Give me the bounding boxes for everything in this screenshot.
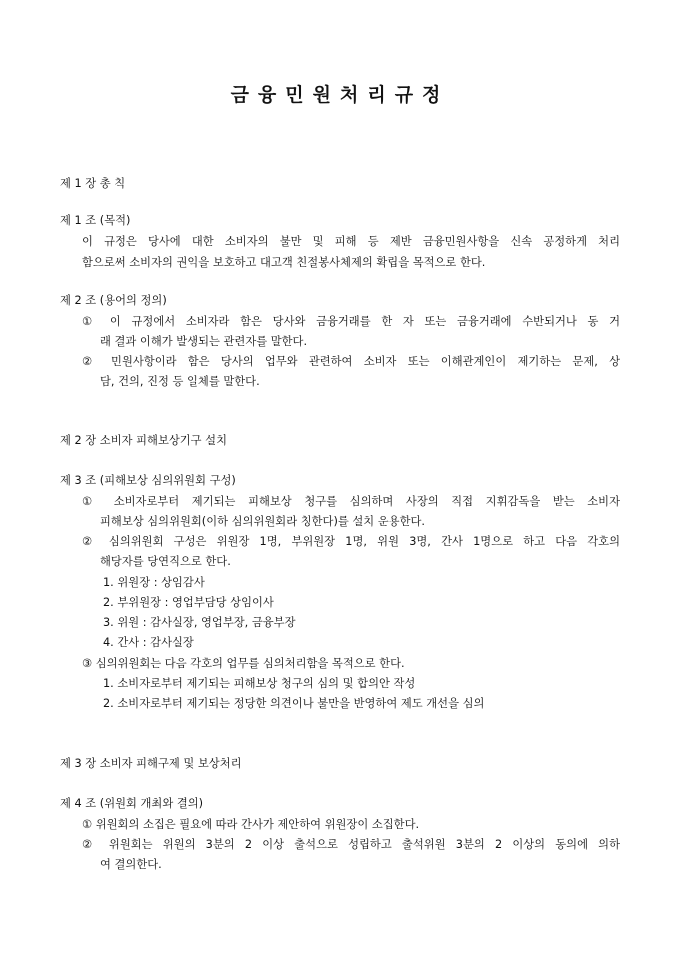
article-4-heading: 제 4 조 (위원회 개최와 결의): [60, 797, 204, 810]
article-3-item-3-line-1: ③ 심의위원회는 다음 각호의 업무를 심의처리함을 목적으로 한다.: [82, 657, 405, 670]
article-3-item-3-sub-item: 1. 소비자로부터 제기되는 피해보상 청구의 심의 및 합의안 작성: [103, 677, 416, 690]
article-3-heading: 제 3 조 (피해보상 심의위원회 구성): [60, 474, 236, 487]
article-1-text-line-1: 이 규정은 당사에 대한 소비자의 불만 및 피해 등 제반 금융민원사항을 신속 공정하게 처리: [82, 235, 620, 248]
chapter-1-heading: 제 1 장 총 칙: [60, 177, 126, 190]
article-2-item-1-line-1: ① 이 규정에서 소비자라 함은 당사와 금융거래를 한 자 또는 금융거래에 수반되거나 동 거: [82, 315, 620, 328]
document-title: 금융민원처리규정: [230, 84, 450, 106]
article-3-sub-item: 4. 간사 : 감사실장: [103, 636, 194, 649]
article-4-item-2-line-2: 여 결의한다.: [100, 858, 162, 871]
article-4-item-1-line-1: ① 위원회의 소집은 필요에 따라 간사가 제안하여 위원장이 소집한다.: [82, 818, 420, 831]
article-3-item-1-line-1: ① 소비자로부터 제기되는 피해보상 청구를 심의하며 사장의 직접 지휘감독을 받는 소비자: [82, 495, 620, 508]
article-4-item-2-line-1: ② 위원회는 위원의 3분의 2 이상 출석으로 성립하고 출석위원 3분의 2 이상의 동의에 의하: [82, 838, 620, 851]
article-3-item-1-line-2: 피해보상 심의위원회(이하 심의위원회라 칭한다)를 설치 운용한다.: [100, 515, 426, 528]
chapter-2-heading: 제 2 장 소비자 피해보상기구 설치: [60, 434, 228, 447]
article-3-item-3-sub-item: 2. 소비자로부터 제기되는 정당한 의견이나 불만을 반영하여 제도 개선을 심의: [103, 697, 485, 710]
article-2-item-2-line-2: 담, 건의, 진정 등 일체를 말한다.: [100, 375, 260, 388]
article-3-sub-item: 2. 부위원장 : 영업부담당 상임이사: [103, 596, 274, 609]
article-3-item-2-line-1: ② 심의위원회 구성은 위원장 1명, 부위원장 1명, 위원 3명, 간사 1명으로 하고 다음 각호의: [82, 535, 620, 548]
article-2-heading: 제 2 조 (용어의 정의): [60, 294, 167, 307]
article-2-item-2-line-1: ② 민원사항이라 함은 당사의 업무와 관련하여 소비자 또는 이해관계인이 제기하는 문제, 상: [82, 355, 620, 368]
article-3-sub-item: 1. 위원장 : 상임감사: [103, 576, 205, 589]
article-3-sub-item: 3. 위원 : 감사실장, 영업부장, 금융부장: [103, 616, 296, 629]
article-2-item-1-line-2: 래 결과 이해가 발생되는 관련자를 말한다.: [100, 335, 308, 348]
article-1-text-line-2: 함으로써 소비자의 권익을 보호하고 대고객 친절봉사체제의 확립을 목적으로 한다.: [82, 256, 486, 269]
article-3-item-2-line-2: 해당자를 당연직으로 한다.: [100, 555, 231, 568]
article-1-heading: 제 1 조 (목적): [60, 214, 131, 227]
chapter-3-heading: 제 3 장 소비자 피해구제 및 보상처리: [60, 757, 242, 770]
